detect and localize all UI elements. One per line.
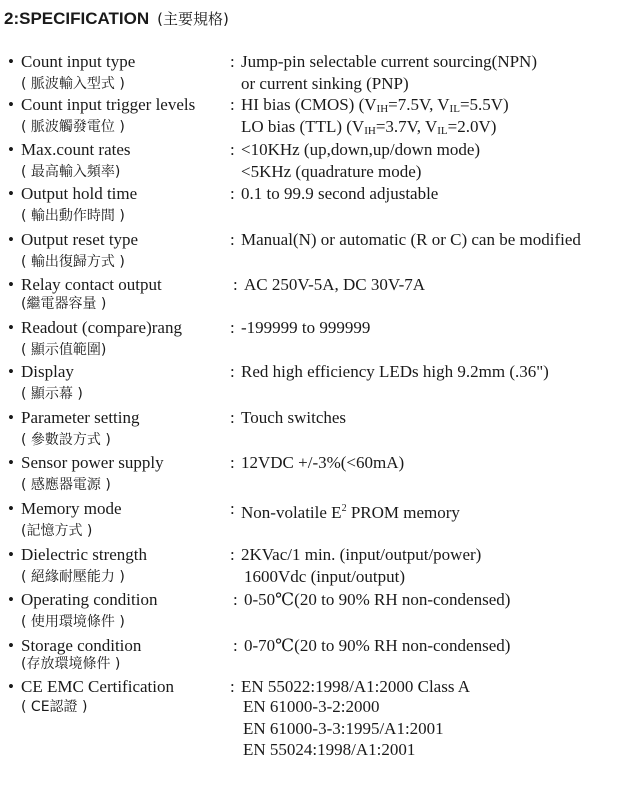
bullet-icon: •: [8, 453, 14, 472]
spec-label: Display: [21, 362, 74, 381]
spec-label-zh: ( 輸出動作時間 ): [21, 208, 125, 224]
spec-label: Dielectric strength: [21, 545, 148, 564]
spec-value: EN 61000-3-3:1995/A1:2001: [243, 719, 444, 738]
spec-colon: :: [230, 140, 235, 159]
spec-value: EN 55024:1998/A1:2001: [243, 740, 416, 759]
spec-colon: :: [233, 636, 238, 655]
section-title-en: 2:SPECIFICATION: [4, 9, 150, 28]
spec-colon: :: [230, 408, 235, 427]
bullet-icon: •: [8, 362, 14, 381]
spec-value: HI bias (CMOS) (VIH=7.5V, VIL=5.5V): [241, 95, 509, 115]
spec-value: AC 250V-5A, DC 30V-7A: [244, 275, 426, 294]
spec-label: Storage condition: [21, 636, 142, 655]
spec-colon: :: [230, 545, 235, 564]
spec-colon: :: [233, 590, 238, 609]
spec-label-zh: ( 顯示值範圍): [21, 342, 107, 358]
spec-value: LO bias (TTL) (VIH=3.7V, VIL=2.0V): [241, 117, 497, 137]
bullet-icon: •: [8, 184, 14, 203]
spec-colon: :: [230, 184, 235, 203]
spec-value: Manual(N) or automatic (R or C) can be modified: [241, 230, 581, 249]
spec-value: Red high efficiency LEDs high 9.2mm (.36"): [241, 362, 549, 381]
spec-label-zh: ( 最高輸入頻率): [21, 164, 121, 180]
spec-value: Non-volatile $E^2$ PROM memory: [241, 503, 460, 522]
spec-label: Parameter setting: [21, 408, 140, 427]
spec-label: Output reset type: [21, 230, 139, 249]
spec-label-zh: ( 絕緣耐壓能力 ): [21, 569, 125, 585]
spec-label-zh: (記憶方式 ): [21, 523, 93, 539]
spec-label-zh: ( 感應器電源 ): [21, 477, 111, 493]
bullet-icon: •: [8, 677, 14, 696]
bullet-icon: •: [8, 499, 14, 518]
spec-colon: :: [233, 275, 238, 294]
spec-value: <5KHz (quadrature mode): [241, 162, 422, 181]
bullet-icon: •: [8, 590, 14, 609]
spec-value: or current sinking (PNP): [241, 74, 409, 93]
spec-value: <10KHz (up,down,up/down mode): [241, 140, 481, 159]
spec-value: Touch switches: [241, 408, 347, 427]
spec-colon: :: [230, 230, 235, 249]
bullet-icon: •: [8, 52, 14, 71]
spec-label: Sensor power supply: [21, 453, 164, 472]
spec-value: 0-50℃(20 to 90% RH non-condensed): [244, 590, 511, 609]
section-title-zh: (主要規格): [157, 10, 229, 28]
spec-value: EN 55022:1998/A1:2000 Class A: [241, 677, 471, 696]
spec-label: Count input type: [21, 52, 136, 71]
spec-label-zh: ( 參數設方式 ): [21, 432, 111, 448]
spec-label-zh: (繼電器容量 ): [21, 296, 107, 312]
section-title: [4, 8, 229, 29]
spec-value: EN 61000-3-2:2000: [243, 697, 380, 716]
bullet-icon: •: [8, 318, 14, 337]
bullet-icon: •: [8, 408, 14, 427]
spec-value: 0-70℃(20 to 90% RH non-condensed): [244, 636, 511, 655]
bullet-icon: •: [8, 230, 14, 249]
spec-label-zh: ( 使用環境條件 ): [21, 614, 125, 630]
spec-label-zh: ( 脈波輸入型式 ): [21, 76, 125, 92]
spec-value: 12VDC +/-3%(<60mA): [241, 453, 405, 472]
bullet-icon: •: [8, 140, 14, 159]
bullet-icon: •: [8, 275, 14, 294]
bullet-icon: •: [8, 636, 14, 655]
spec-label: CE EMC Certification: [21, 677, 174, 696]
spec-value: 0.1 to 99.9 second adjustable: [241, 184, 439, 203]
spec-label-zh: ( 顯示幕 ): [21, 386, 83, 402]
spec-label: Count input trigger levels: [21, 95, 196, 114]
spec-colon: :: [230, 318, 235, 337]
spec-colon: :: [230, 362, 235, 381]
spec-colon: :: [230, 95, 235, 114]
spec-label: Operating condition: [21, 590, 158, 609]
spec-label-zh: ( CE認證 ): [21, 699, 88, 715]
spec-value: Jump-pin selectable current sourcing(NPN): [241, 52, 537, 71]
spec-label: Max.count rates: [21, 140, 131, 159]
spec-label: Readout (compare)rang: [21, 318, 182, 337]
spec-label: Output hold time: [21, 184, 138, 203]
spec-colon: :: [230, 453, 235, 472]
spec-label-zh: (存放環境條件 ): [21, 656, 121, 672]
spec-label: Relay contact output: [21, 275, 162, 294]
spec-label-zh: ( 脈波觸發電位 ): [21, 119, 125, 135]
spec-label: Memory mode: [21, 499, 122, 518]
spec-value: 2KVac/1 min. (input/output/power): [241, 545, 482, 564]
spec-colon: :: [230, 677, 235, 696]
spec-colon: :: [230, 52, 235, 71]
bullet-icon: •: [8, 95, 14, 114]
spec-label-zh: ( 輸出復歸方式 ): [21, 254, 125, 270]
spec-value: -199999 to 999999: [241, 318, 371, 337]
spec-colon: :: [230, 499, 235, 518]
spec-value: 1600Vdc (input/output): [244, 567, 406, 586]
bullet-icon: •: [8, 545, 14, 564]
